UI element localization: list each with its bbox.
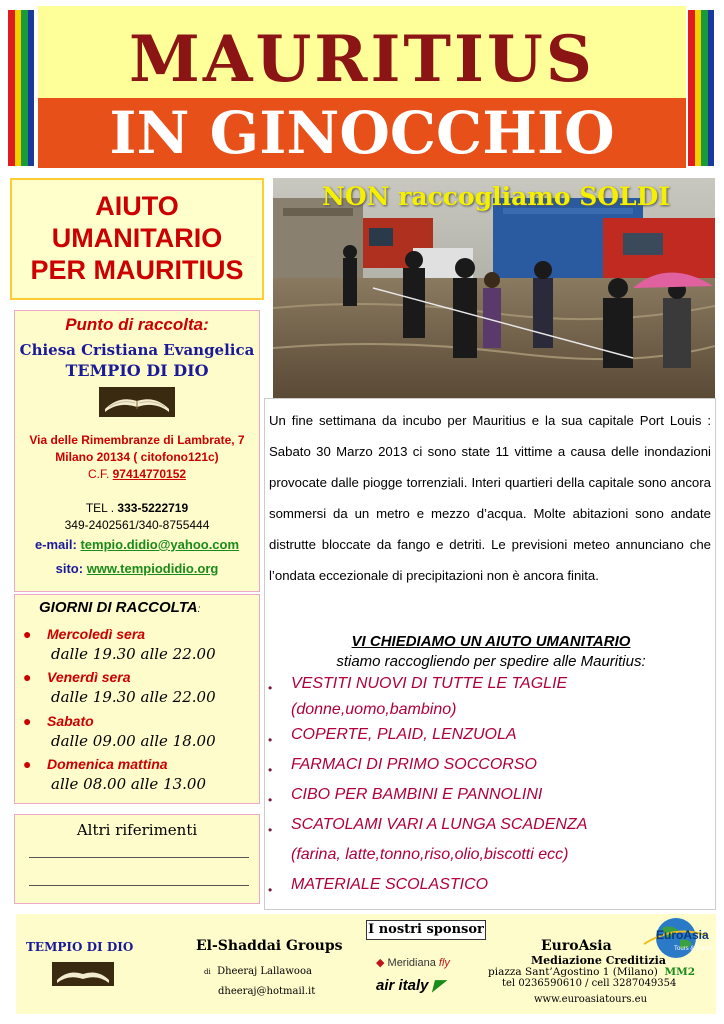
aid-line3: PER MAURITIUS (30, 255, 244, 285)
need-item: MATERIALE SCOLASTICO (291, 876, 489, 893)
stripes-right (688, 10, 714, 166)
day-name: Domenica mattina (47, 756, 168, 772)
day-time: dalle 19.30 alle 22.00 (51, 688, 216, 706)
day-name: Sabato (47, 713, 94, 729)
footer-euroasia-tel: tel 0236590610 / cell 3287049354 (502, 978, 677, 989)
sub-title: IN GINOCCHIO (109, 99, 615, 167)
address-line2: Milano 20134 ( citofono121c) (55, 450, 219, 464)
need-item: CIBO PER BAMBINI E PANNOLINI (291, 786, 543, 803)
footer-bible-icon (52, 962, 114, 991)
aid-title (12, 190, 262, 286)
collection-heading: Punto di raccolta: (65, 315, 209, 334)
church-name: Chiesa Cristiana Evangelica (19, 341, 255, 359)
email-line: e-mail: tempio.didio@yahoo.com (34, 537, 240, 552)
refs-line (29, 885, 249, 886)
aid-box (10, 178, 264, 300)
need-item: COPERTE, PLAID, LENZUOLA (291, 726, 517, 743)
aid-line2: UMANITARIO (51, 223, 223, 253)
day-time: alle 08.00 alle 13.00 (51, 775, 207, 793)
item-bullet: • (268, 883, 273, 897)
euroasia-logo-sub: Tours & Travel (674, 946, 713, 952)
need-item: FARMACI DI PRIMO SOCCORSO (291, 756, 537, 773)
bible-icon (99, 387, 175, 422)
need-item: (donne,uomo,bambino) (291, 701, 457, 718)
footer-person: di Dheeraj Lallawooa (204, 966, 312, 977)
footer-euroasia: EuroAsia (541, 938, 612, 954)
airitaly-logo: air italy ◤ (376, 977, 445, 994)
photo-overlay-text: NON raccogliamo SOLDI (322, 182, 670, 211)
site-link[interactable]: www.tempiodidio.org (86, 561, 219, 576)
tel-more: 349-2402561/340-8755444 (64, 518, 210, 532)
address-line1: Via delle Rimembranze di Lambrate, 7 (29, 433, 245, 447)
need-item: (farina, latte,tonno,riso,olio,biscotti ecc) (291, 846, 569, 863)
tempio-name: TEMPIO DI DIO (65, 361, 209, 380)
day-bullet: ● (23, 756, 32, 772)
item-bullet: • (268, 793, 273, 807)
item-bullet: • (268, 733, 273, 747)
item-bullet: • (268, 823, 273, 837)
footer-euroasia-addr: piazza Sant’Agostino 1 (Milano) MM2 (488, 966, 696, 978)
appeal-line1: VI CHIEDIAMO UN AIUTO UMANITARIO (351, 633, 631, 650)
euroasia-logo-text: EuroAsia (656, 928, 709, 942)
footer-euroasia-sub: Mediazione Creditizia (531, 954, 666, 967)
day-bullet: ● (23, 713, 32, 729)
item-bullet: • (268, 763, 273, 777)
footer-tempio: TEMPIO DI DIO (26, 940, 134, 954)
days-box (14, 594, 260, 804)
meridiana-logo: ◆ Meridiana fly (376, 957, 450, 969)
euroasia-globe-logo (640, 914, 712, 962)
need-item: VESTITI NUOVI DI TUTTE LE TAGLIE (291, 675, 568, 692)
collection-point-box (14, 310, 260, 592)
footer-elshaddai: El-Shaddai Groups (196, 938, 343, 954)
day-bullet: ● (23, 626, 32, 642)
email-link[interactable]: tempio.didio@yahoo.com (80, 537, 240, 552)
day-name: Venerdì sera (47, 669, 131, 685)
sponsor-label: I nostri sponsor (366, 920, 486, 940)
refs-line (29, 857, 249, 858)
day-bullet: ● (23, 669, 32, 685)
tel-line: TEL . 333-5222719 (85, 501, 189, 515)
day-name: Mercoledì sera (47, 626, 146, 642)
cf-line: C.F. 97414770152 (87, 467, 187, 481)
day-time: dalle 19.30 alle 22.00 (51, 645, 216, 663)
article-box (264, 398, 716, 910)
item-bullet: • (268, 681, 273, 695)
footer (16, 914, 716, 1014)
aid-line1: AIUTO (95, 191, 179, 221)
site-line: sito: www.tempiodidio.org (55, 561, 219, 576)
header (38, 6, 686, 168)
flood-photo (273, 178, 715, 398)
article-body: Un fine settimana da incubo per Mauritius e la sua capitale Port Louis : Sabato 30 Marzo 2013 ci sono state 11 vittime a causa delle inondazioni provocate dalle piogge torrenziali. Interi quartieri della capitale sono ancora sommersi da un metro e mezzo d’acqua. Molte abitazioni sono andate distrutte bloccate da fango e detriti. Le previsioni meteo annunciano che l’ondata eccezionale di precipitazioni non è ancora finita. (269, 413, 711, 583)
need-item: SCATOLAMI VARI A LUNGA SCADENZA (291, 816, 588, 833)
main-title: MAURITIUS (128, 22, 596, 97)
footer-euroasia-web[interactable]: www.euroasiatours.eu (534, 994, 648, 1005)
stripes-left (8, 10, 34, 166)
footer-person-email: dheeraj@hotmail.it (218, 986, 316, 997)
refs-heading: Altri riferimenti (76, 821, 198, 839)
appeal-line2: stiamo raccogliendo per spedire alle Mauritius: (336, 653, 646, 670)
days-heading: GIORNI DI RACCOLTA: (39, 599, 201, 616)
day-time: dalle 09.00 alle 18.00 (51, 732, 216, 750)
refs-box (14, 814, 260, 904)
